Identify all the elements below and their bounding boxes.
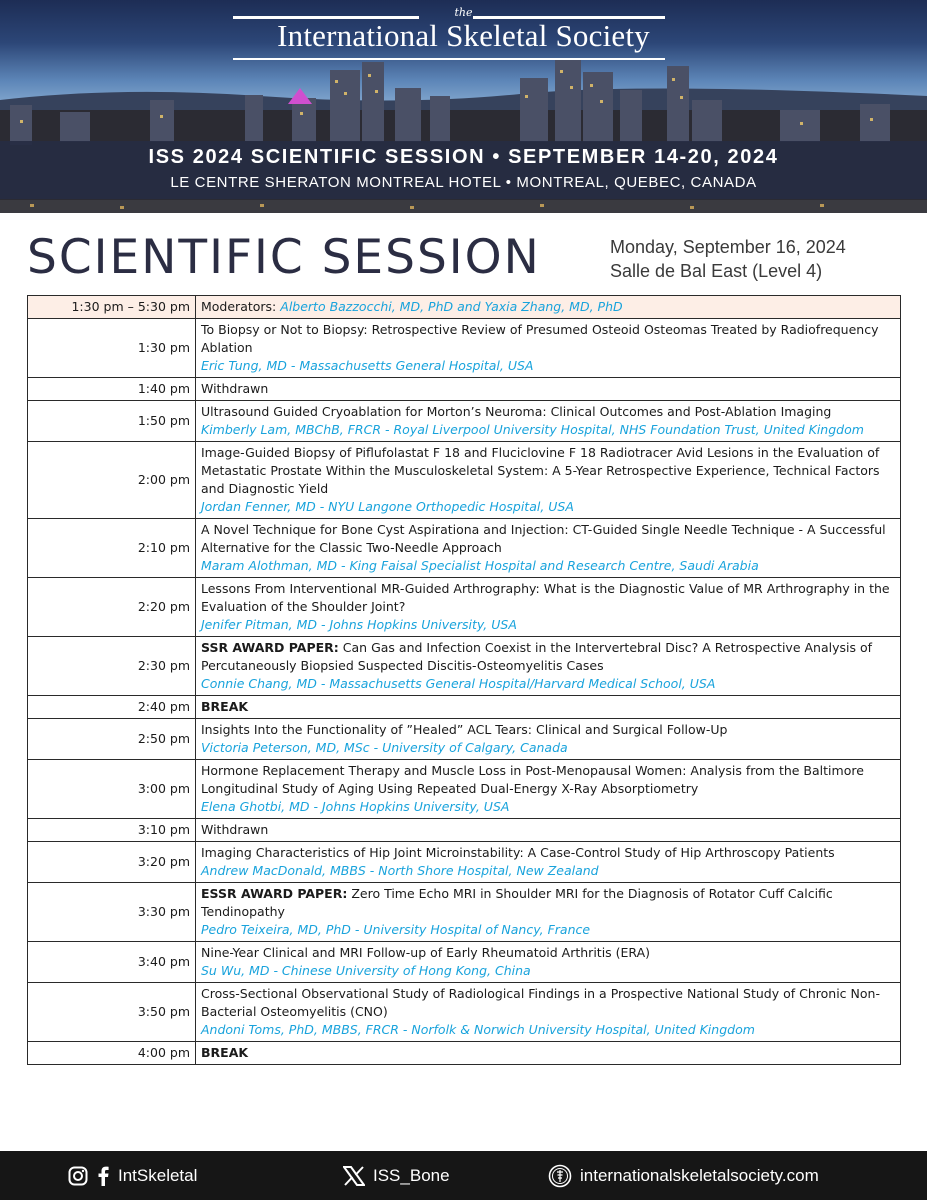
schedule-row (28, 842, 901, 883)
x-icon (343, 1166, 365, 1186)
talk-title-line (201, 985, 895, 1021)
talk-author: Andrew MacDonald, MBBS - North Shore Hospital, New Zealand (201, 863, 599, 878)
schedule-row (28, 696, 901, 719)
talk-title: Imaging Characteristics of Hip Joint Microinstability: A Case-Control Study of Hip Arthroscopy Patients (201, 845, 835, 860)
footer-social-2[interactable] (343, 1151, 450, 1200)
footer (0, 1151, 927, 1200)
session-cell (196, 442, 901, 519)
schedule-row (28, 578, 901, 637)
footer-website[interactable] (548, 1151, 819, 1200)
talk-author: Jordan Fenner, MD - NYU Langone Orthopedic Hospital, USA (201, 499, 574, 514)
time-cell: 2:10 pm (28, 519, 196, 578)
schedule-row (28, 942, 901, 983)
time-cell: 1:30 pm – 5:30 pm (28, 296, 196, 319)
session-cell (196, 578, 901, 637)
society-the: the (454, 6, 473, 19)
schedule-row (28, 401, 901, 442)
talk-title: Can Gas and Infection Coexist in the Intervertebral Disc? A Retrospective Analysis of Percutaneously Biopsied Suspected Discitis-Osteomyelitis Cases (201, 640, 873, 673)
time-cell: 4:00 pm (28, 1042, 196, 1065)
talk-title-line (201, 580, 895, 616)
session-room: Salle de Bal East (Level 4) (610, 261, 823, 281)
talk-title: Insights Into the Functionality of ”Healed” ACL Tears: Clinical and Surgical Follow-Up (201, 722, 728, 737)
schedule-row (28, 519, 901, 578)
talk-title-line (201, 821, 895, 839)
talk-title-line (201, 698, 895, 716)
time-cell: 3:10 pm (28, 819, 196, 842)
talk-title-line (201, 321, 895, 357)
moderators-row (28, 296, 901, 319)
talk-title: Image-Guided Biopsy of Piflufolastat F 18 and Fluciclovine F 18 Radiotracer Avid Lesions in the Evaluation of Metastatic Prostate Within the Musculoskeletal System: A 5-Year Retrospective Experience, Technical Factors and Diagnostic Yield (201, 445, 880, 496)
talk-author: Su Wu, MD - Chinese University of Hong Kong, China (201, 963, 531, 978)
session-cell (196, 719, 901, 760)
moderator-names: Alberto Bazzocchi, MD, PhD and Yaxia Zhang, MD, PhD (280, 299, 623, 314)
talk-author: Connie Chang, MD - Massachusetts General Hospital/Harvard Medical School, USA (201, 676, 716, 691)
talk-author: Elena Ghotbi, MD - Johns Hopkins University, USA (201, 799, 510, 814)
time-cell: 3:50 pm (28, 983, 196, 1042)
session-cell (196, 760, 901, 819)
society-logo-icon (548, 1164, 572, 1188)
instagram-icon (68, 1166, 88, 1186)
time-cell: 3:00 pm (28, 760, 196, 819)
schedule-row (28, 442, 901, 519)
talk-prefix: BREAK (201, 1045, 249, 1060)
session-cell (196, 637, 901, 696)
schedule-row (28, 883, 901, 942)
session-cell (196, 842, 901, 883)
society-name: International Skeletal Society (277, 18, 650, 53)
talk-title: Zero Time Echo MRI in Shoulder MRI for the Diagnosis of Rotator Cuff Calcific Tendinopathy (201, 886, 833, 919)
talk-author: Kimberly Lam, MBChB, FRCR - Royal Liverpool University Hospital, NHS Foundation Trust, United Kingdom (201, 422, 864, 437)
session-cell (196, 696, 901, 719)
schedule-table (27, 295, 901, 1065)
talk-title-line (201, 885, 895, 921)
session-cell (196, 378, 901, 401)
time-cell: 3:20 pm (28, 842, 196, 883)
footer-website-url: internationalskeletalsociety.com (580, 1165, 819, 1185)
header-banner (0, 0, 927, 213)
facebook-icon (96, 1166, 110, 1186)
schedule-row (28, 983, 901, 1042)
session-cell (196, 319, 901, 378)
footer-social-1-handle: IntSkeletal (118, 1165, 198, 1185)
footer-social-1[interactable] (68, 1151, 197, 1200)
session-cell (196, 942, 901, 983)
session-cell (196, 983, 901, 1042)
time-cell: 2:50 pm (28, 719, 196, 760)
talk-prefix: BREAK (201, 699, 249, 714)
talk-author: Pedro Teixeira, MD, PhD - University Hospital of Nancy, France (201, 922, 591, 937)
talk-title-line (201, 444, 895, 498)
session-cell (196, 819, 901, 842)
talk-author: Jenifer Pitman, MD - Johns Hopkins University, USA (201, 617, 517, 632)
schedule-row (28, 819, 901, 842)
talk-title-line (201, 844, 895, 862)
schedule-row (28, 319, 901, 378)
schedule-row (28, 378, 901, 401)
session-info (610, 235, 846, 283)
talk-author: Eric Tung, MD - Massachusetts General Hospital, USA (201, 358, 534, 373)
time-cell: 2:00 pm (28, 442, 196, 519)
talk-prefix: ESSR AWARD PAPER: (201, 886, 348, 901)
session-cell (196, 401, 901, 442)
time-cell: 3:30 pm (28, 883, 196, 942)
talk-title-line (201, 403, 895, 421)
talk-title-line (201, 521, 895, 557)
talk-title-line (201, 762, 895, 798)
talk-title: Withdrawn (201, 381, 269, 396)
talk-prefix: SSR AWARD PAPER: (201, 640, 339, 655)
talk-title: Hormone Replacement Therapy and Muscle Loss in Post-Menopausal Women: Analysis from the Baltimore Longitudinal Study of Aging Using Repeated Dual-Energy X-Ray Absorptiometry (201, 763, 864, 796)
moderators-cell (196, 296, 901, 319)
schedule-row (28, 1042, 901, 1065)
session-cell (196, 519, 901, 578)
talk-title-line (201, 380, 895, 398)
talk-title: Nine-Year Clinical and MRI Follow-up of Early Rheumatoid Arthritis (ERA) (201, 945, 651, 960)
talk-author: Maram Alothman, MD - King Faisal Specialist Hospital and Research Centre, Saudi Arabia (201, 558, 759, 573)
time-cell: 1:30 pm (28, 319, 196, 378)
talk-title: To Biopsy or Not to Biopsy: Retrospective Review of Presumed Osteoid Osteomas Treated by Radiofrequency Ablation (201, 322, 879, 355)
page-title: SCIENTIFIC SESSION (27, 230, 541, 285)
time-cell: 1:40 pm (28, 378, 196, 401)
talk-author: Victoria Peterson, MD, MSc - University of Calgary, Canada (201, 740, 568, 755)
talk-title-line (201, 1044, 895, 1062)
session-cell (196, 883, 901, 942)
talk-title: Lessons From Interventional MR-Guided Arthrography: What is the Diagnostic Value of MR Arthrography in the Evaluation of the Shoulder Joint? (201, 581, 890, 614)
time-cell: 2:40 pm (28, 696, 196, 719)
schedule-row (28, 719, 901, 760)
session-cell (196, 1042, 901, 1065)
talk-title: Ultrasound Guided Cryoablation for Morton’s Neuroma: Clinical Outcomes and Post-Ablation Imaging (201, 404, 832, 419)
talk-title: Cross-Sectional Observational Study of Radiological Findings in a Prospective National Study of Chronic Non-Bacterial Osteomyelitis (CNO) (201, 986, 880, 1019)
time-cell: 2:20 pm (28, 578, 196, 637)
talk-title-line (201, 721, 895, 739)
time-cell: 1:50 pm (28, 401, 196, 442)
schedule-row (28, 760, 901, 819)
session-line-2: LE CENTRE SHERATON MONTREAL HOTEL • MONTREAL, QUEBEC, CANADA (170, 174, 757, 191)
session-date: Monday, September 16, 2024 (610, 237, 846, 257)
time-cell: 2:30 pm (28, 637, 196, 696)
talk-title-line (201, 639, 895, 675)
schedule-row (28, 637, 901, 696)
talk-title: A Novel Technique for Bone Cyst Aspirationa and Injection: CT-Guided Single Needle Technique - A Successful Alternative for the Classic Two-Needle Approach (201, 522, 886, 555)
moderators-label: Moderators: (201, 299, 277, 314)
talk-author: Andoni Toms, PhD, MBBS, FRCR - Norfolk & Norwich University Hospital, United Kingdom (201, 1022, 755, 1037)
title-rule-bottom (233, 58, 665, 60)
time-cell: 3:40 pm (28, 942, 196, 983)
talk-title-line (201, 944, 895, 962)
talk-title: Withdrawn (201, 822, 269, 837)
footer-social-2-handle: ISS_Bone (373, 1165, 450, 1185)
session-line-1: ISS 2024 SCIENTIFIC SESSION • SEPTEMBER 14-20, 2024 (148, 146, 779, 168)
